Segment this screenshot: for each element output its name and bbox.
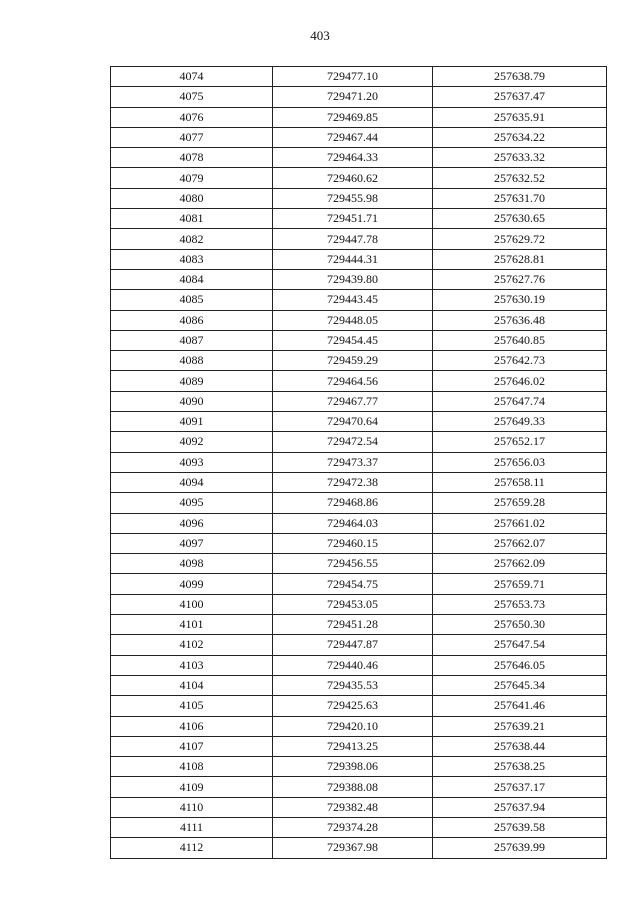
table-row <box>111 168 607 188</box>
table-row <box>111 391 607 411</box>
table-row <box>111 493 607 513</box>
point-number-cell: 4101 <box>111 615 273 635</box>
x-coordinate-cell: 729439.80 <box>273 269 433 289</box>
table-row <box>111 615 607 635</box>
table-row <box>111 533 607 553</box>
table-row <box>111 696 607 716</box>
y-coordinate-cell: 257637.47 <box>433 87 607 107</box>
table-row <box>111 290 607 310</box>
table-row <box>111 249 607 269</box>
y-coordinate-cell: 257640.85 <box>433 330 607 350</box>
y-coordinate-cell: 257638.79 <box>433 67 607 87</box>
y-coordinate-cell: 257634.22 <box>433 127 607 147</box>
x-coordinate-cell: 729447.87 <box>273 635 433 655</box>
point-number-cell: 4091 <box>111 412 273 432</box>
y-coordinate-cell: 257646.02 <box>433 371 607 391</box>
x-coordinate-cell: 729454.75 <box>273 574 433 594</box>
x-coordinate-cell: 729444.31 <box>273 249 433 269</box>
y-coordinate-cell: 257630.19 <box>433 290 607 310</box>
x-coordinate-cell: 729453.05 <box>273 594 433 614</box>
point-number-cell: 4074 <box>111 67 273 87</box>
y-coordinate-cell: 257652.17 <box>433 432 607 452</box>
table-row <box>111 797 607 817</box>
coordinates-table <box>110 66 607 859</box>
y-coordinate-cell: 257639.58 <box>433 817 607 837</box>
table-row <box>111 838 607 858</box>
x-coordinate-cell: 729473.37 <box>273 452 433 472</box>
x-coordinate-cell: 729443.45 <box>273 290 433 310</box>
point-number-cell: 4075 <box>111 87 273 107</box>
y-coordinate-cell: 257641.46 <box>433 696 607 716</box>
point-number-cell: 4084 <box>111 269 273 289</box>
point-number-cell: 4087 <box>111 330 273 350</box>
y-coordinate-cell: 257649.33 <box>433 412 607 432</box>
x-coordinate-cell: 729455.98 <box>273 188 433 208</box>
page-number: 403 <box>310 28 330 43</box>
y-coordinate-cell: 257633.32 <box>433 148 607 168</box>
y-coordinate-cell: 257662.07 <box>433 533 607 553</box>
y-coordinate-cell: 257647.74 <box>433 391 607 411</box>
x-coordinate-cell: 729459.29 <box>273 351 433 371</box>
point-number-cell: 4089 <box>111 371 273 391</box>
point-number-cell: 4110 <box>111 797 273 817</box>
x-coordinate-cell: 729467.77 <box>273 391 433 411</box>
y-coordinate-cell: 257627.76 <box>433 269 607 289</box>
x-coordinate-cell: 729425.63 <box>273 696 433 716</box>
y-coordinate-cell: 257656.03 <box>433 452 607 472</box>
y-coordinate-cell: 257638.44 <box>433 736 607 756</box>
point-number-cell: 4106 <box>111 716 273 736</box>
y-coordinate-cell: 257647.54 <box>433 635 607 655</box>
x-coordinate-cell: 729440.46 <box>273 655 433 675</box>
y-coordinate-cell: 257645.34 <box>433 675 607 695</box>
table-row <box>111 736 607 756</box>
x-coordinate-cell: 729464.33 <box>273 148 433 168</box>
table-row <box>111 148 607 168</box>
point-number-cell: 4103 <box>111 655 273 675</box>
y-coordinate-cell: 257628.81 <box>433 249 607 269</box>
table-row <box>111 371 607 391</box>
point-number-cell: 4092 <box>111 432 273 452</box>
y-coordinate-cell: 257661.02 <box>433 513 607 533</box>
y-coordinate-cell: 257658.11 <box>433 472 607 492</box>
point-number-cell: 4098 <box>111 554 273 574</box>
table-row <box>111 330 607 350</box>
point-number-cell: 4102 <box>111 635 273 655</box>
table-row <box>111 594 607 614</box>
y-coordinate-cell: 257650.30 <box>433 615 607 635</box>
x-coordinate-cell: 729468.86 <box>273 493 433 513</box>
point-number-cell: 4107 <box>111 736 273 756</box>
x-coordinate-cell: 729456.55 <box>273 554 433 574</box>
x-coordinate-cell: 729477.10 <box>273 67 433 87</box>
table-row <box>111 188 607 208</box>
y-coordinate-cell: 257659.28 <box>433 493 607 513</box>
point-number-cell: 4079 <box>111 168 273 188</box>
point-number-cell: 4081 <box>111 209 273 229</box>
point-number-cell: 4078 <box>111 148 273 168</box>
x-coordinate-cell: 729413.25 <box>273 736 433 756</box>
x-coordinate-cell: 729469.85 <box>273 107 433 127</box>
table-row <box>111 432 607 452</box>
table-row <box>111 209 607 229</box>
y-coordinate-cell: 257629.72 <box>433 229 607 249</box>
y-coordinate-cell: 257638.25 <box>433 757 607 777</box>
table-row <box>111 574 607 594</box>
y-coordinate-cell: 257653.73 <box>433 594 607 614</box>
table-row <box>111 716 607 736</box>
y-coordinate-cell: 257630.65 <box>433 209 607 229</box>
x-coordinate-cell: 729467.44 <box>273 127 433 147</box>
point-number-cell: 4090 <box>111 391 273 411</box>
point-number-cell: 4094 <box>111 472 273 492</box>
point-number-cell: 4112 <box>111 838 273 858</box>
y-coordinate-cell: 257637.94 <box>433 797 607 817</box>
y-coordinate-cell: 257632.52 <box>433 168 607 188</box>
point-number-cell: 4108 <box>111 757 273 777</box>
x-coordinate-cell: 729454.45 <box>273 330 433 350</box>
point-number-cell: 4086 <box>111 310 273 330</box>
y-coordinate-cell: 257631.70 <box>433 188 607 208</box>
x-coordinate-cell: 729420.10 <box>273 716 433 736</box>
x-coordinate-cell: 729448.05 <box>273 310 433 330</box>
y-coordinate-cell: 257646.05 <box>433 655 607 675</box>
point-number-cell: 4095 <box>111 493 273 513</box>
x-coordinate-cell: 729367.98 <box>273 838 433 858</box>
table-row <box>111 554 607 574</box>
point-number-cell: 4080 <box>111 188 273 208</box>
point-number-cell: 4096 <box>111 513 273 533</box>
table-row <box>111 107 607 127</box>
x-coordinate-cell: 729451.28 <box>273 615 433 635</box>
x-coordinate-cell: 729451.71 <box>273 209 433 229</box>
x-coordinate-cell: 729374.28 <box>273 817 433 837</box>
table-row <box>111 67 607 87</box>
table-row <box>111 777 607 797</box>
table-row <box>111 472 607 492</box>
x-coordinate-cell: 729447.78 <box>273 229 433 249</box>
x-coordinate-cell: 729464.03 <box>273 513 433 533</box>
point-number-cell: 4104 <box>111 675 273 695</box>
point-number-cell: 4088 <box>111 351 273 371</box>
point-number-cell: 4099 <box>111 574 273 594</box>
table-row <box>111 817 607 837</box>
y-coordinate-cell: 257637.17 <box>433 777 607 797</box>
table-row <box>111 675 607 695</box>
x-coordinate-cell: 729464.56 <box>273 371 433 391</box>
table-row <box>111 412 607 432</box>
point-number-cell: 4077 <box>111 127 273 147</box>
y-coordinate-cell: 257639.99 <box>433 838 607 858</box>
table-row <box>111 229 607 249</box>
table-row <box>111 269 607 289</box>
table-row <box>111 757 607 777</box>
x-coordinate-cell: 729470.64 <box>273 412 433 432</box>
x-coordinate-cell: 729398.06 <box>273 757 433 777</box>
table-row <box>111 351 607 371</box>
point-number-cell: 4111 <box>111 817 273 837</box>
y-coordinate-cell: 257642.73 <box>433 351 607 371</box>
table-row <box>111 452 607 472</box>
point-number-cell: 4082 <box>111 229 273 249</box>
point-number-cell: 4097 <box>111 533 273 553</box>
table-row <box>111 513 607 533</box>
x-coordinate-cell: 729472.38 <box>273 472 433 492</box>
x-coordinate-cell: 729435.53 <box>273 675 433 695</box>
x-coordinate-cell: 729460.62 <box>273 168 433 188</box>
point-number-cell: 4100 <box>111 594 273 614</box>
point-number-cell: 4085 <box>111 290 273 310</box>
y-coordinate-cell: 257635.91 <box>433 107 607 127</box>
point-number-cell: 4093 <box>111 452 273 472</box>
point-number-cell: 4076 <box>111 107 273 127</box>
y-coordinate-cell: 257639.21 <box>433 716 607 736</box>
table-row <box>111 635 607 655</box>
x-coordinate-cell: 729382.48 <box>273 797 433 817</box>
y-coordinate-cell: 257659.71 <box>433 574 607 594</box>
table-row <box>111 87 607 107</box>
table-row <box>111 127 607 147</box>
x-coordinate-cell: 729471.20 <box>273 87 433 107</box>
x-coordinate-cell: 729460.15 <box>273 533 433 553</box>
table-row <box>111 310 607 330</box>
point-number-cell: 4105 <box>111 696 273 716</box>
y-coordinate-cell: 257636.48 <box>433 310 607 330</box>
table-row <box>111 655 607 675</box>
coordinates-table-body <box>111 67 607 859</box>
point-number-cell: 4083 <box>111 249 273 269</box>
point-number-cell: 4109 <box>111 777 273 797</box>
x-coordinate-cell: 729388.08 <box>273 777 433 797</box>
x-coordinate-cell: 729472.54 <box>273 432 433 452</box>
y-coordinate-cell: 257662.09 <box>433 554 607 574</box>
